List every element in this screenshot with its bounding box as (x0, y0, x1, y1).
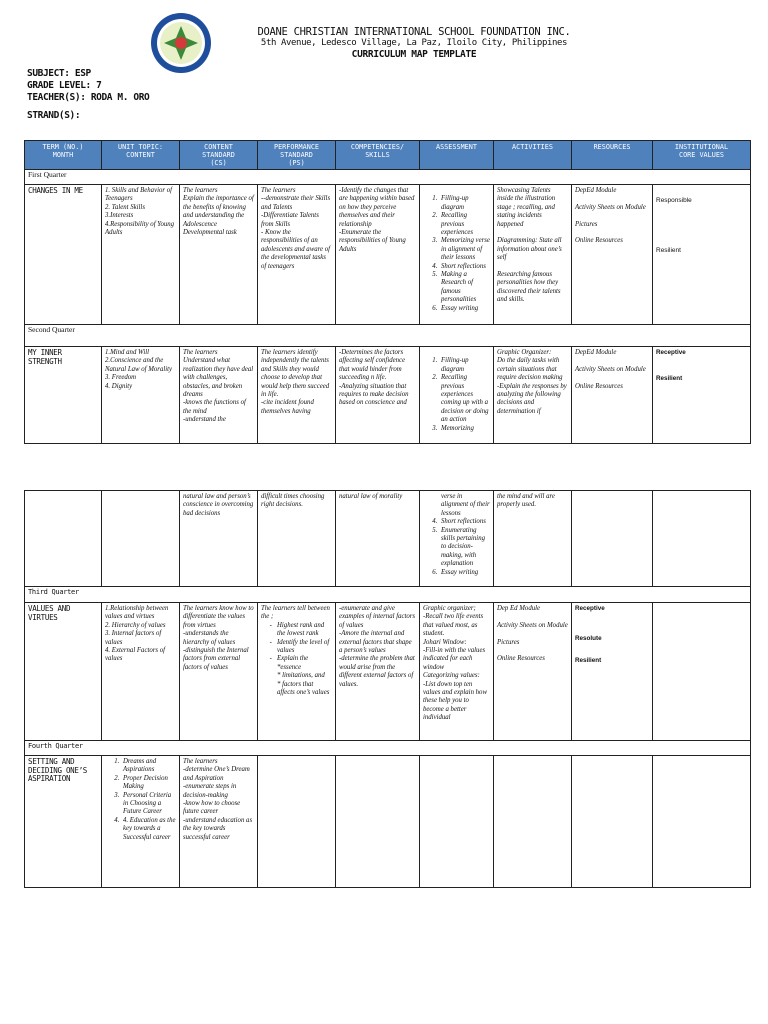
core-values-cell (653, 347, 751, 444)
unit-topic-cell: 1.Relationship between values and virtues 2. Hierarchy of values 3. Internal factors of values 4. External Factors of values (102, 603, 180, 741)
content-standard-cell: The learners Explain the importance of the benefits of knowing and understanding the Adolescence Developmental task (180, 185, 258, 325)
list-item: 4. Short reflections (439, 263, 490, 271)
grade-level-label: GRADE LEVEL: 7 (27, 80, 102, 91)
col-header-assessment: ASSESSMENT (420, 141, 494, 170)
core-values-cell (653, 491, 751, 587)
assessment-cell (420, 347, 494, 444)
unit-topic-cell: 1.Mind and Will 2.Conscience and the Natural Law of Morality 3. Freedom 4. Dignity (102, 347, 180, 444)
performance-standard-cell: difficult times choosing right decisions. (258, 491, 336, 587)
col-header-competencies: COMPETENCIES/ SKILLS (336, 141, 420, 170)
list-item: 3. Personal Criteria in Choosing a Future Career (121, 792, 176, 817)
teacher-label: TEACHER(S): RODA M. ORO (27, 92, 150, 103)
col-header-unit-topic: UNIT TOPIC: CONTENT (102, 141, 180, 170)
list-item: - Explain the *essence * limitations, and * factors that affects one’s values (277, 655, 332, 697)
performance-standard-cell: The learners identify independently the talents and Skills they would choose to develop that would help them succeed in life. -cite incident found themselves having (258, 347, 336, 444)
col-header-resources: RESOURCES (572, 141, 653, 170)
core-values-cell (572, 603, 653, 741)
competencies-cell: -Identify the changes that are happening within based on how they perceive themselves and their relationship -Enumerate the responsibilities of Young Adults (336, 185, 420, 325)
strand-label: STRAND(S): (27, 110, 81, 121)
performance-standard-cell (258, 756, 336, 888)
list-item: verse in alignment of their lessons (441, 493, 490, 517)
document-title: CURRICULUM MAP TEMPLATE (351, 49, 477, 60)
col-header-term: TERM (NO.) MONTH (25, 141, 102, 170)
unit-topic-cell (102, 491, 180, 587)
list-item: 3. Memorizing (439, 425, 490, 433)
core-value-item: Receptive (656, 349, 686, 356)
assessment-cell (420, 756, 494, 888)
competencies-cell: natural law of morality (336, 491, 420, 587)
table-row (25, 603, 751, 741)
competencies-cell (336, 756, 420, 888)
core-value-item: Resilient (656, 375, 683, 382)
quarter-label: First Quarter (25, 170, 751, 185)
quarter-row (25, 587, 751, 603)
col-header-performance-standard: PERFORMANCE STANDARD (PS) (258, 141, 336, 170)
resources-cell (572, 491, 653, 587)
table-row (25, 756, 751, 888)
activities-cell: the mind and will are properly used. (494, 491, 572, 587)
assessment-cell (420, 491, 494, 587)
list-item: 6. Essay writing (439, 305, 490, 313)
performance-intro: The learners tell between the ; (261, 605, 330, 621)
list-item: - Highest rank and the lowest rank (277, 622, 332, 639)
school-name: DOANE CHRISTIAN INTERNATIONAL SCHOOL FOUNDATION INC. (257, 26, 571, 38)
resources-cell: DepEd Module Activity Sheets on Module Pictures Online Resources (572, 185, 653, 325)
core-value-item: Receptive (575, 605, 605, 612)
content-standard-cell: The learners know how to differentiate the values from virtues -understands the hierarchy of values -distinguish the Internal factors from external factors of values (180, 603, 258, 741)
school-address: 5th Avenue, Ledesco Village, La Paz, Iloilo City, Philippines (260, 38, 568, 48)
list-item: 5. Enumerating skills pertaining to decision-making, with explanation (439, 527, 490, 569)
table-row (25, 491, 751, 587)
activities-cell: Graphic Organizer: Do the daily tasks with certain situations that require decision making -Explain the responses by analyzing the following decisions and determination if (494, 347, 572, 444)
core-values-cell (653, 185, 751, 325)
core-value-item: Resilient (656, 247, 681, 254)
content-standard-cell: The learners -determine One’s Dream and Aspiration -enumerate steps in decision-making -know how to choose future career -understand education as the key towards successful career (180, 756, 258, 888)
curriculum-map-table-part1 (24, 140, 751, 444)
list-item: 5. Making a Research of famous personalities (439, 271, 490, 305)
list-item: 4. Short reflections (439, 518, 490, 526)
list-item: 1. Dreams and Aspirations (121, 758, 176, 775)
list-item: 4. 4. Education as the key towards a Successful career (121, 817, 176, 842)
curriculum-map-table-part2 (24, 490, 751, 888)
quarter-label: Third Quarter (25, 587, 751, 603)
assessment-cell (420, 185, 494, 325)
assessment-cell: Graphic organizer; -Recall two life events that valued most, as student. Johari Window: -Fill-in with the values indicated for each window Categorizing values: -List down top ten values and explain how these help you to become a better individual (420, 603, 494, 741)
list-item: 2. Proper Decision Making (121, 775, 176, 792)
competencies-cell: -Determines the factors affecting self confidence that would hinder from succeeding n life. -Analyzing situation that requires to make decision based on conscience and (336, 347, 420, 444)
performance-standard-cell: The learners --demonstrate their Skills and Talents -Differentiate Talents from Skills - Know the responsibilities of an adolescents and aware of the developmental tasks of teenagers (258, 185, 336, 325)
list-item: 1. Filling-up diagram (439, 195, 490, 212)
quarter-row (25, 741, 751, 756)
quarter-label: Fourth Quarter (25, 741, 751, 756)
table-row (25, 347, 751, 444)
performance-standard-cell (258, 603, 336, 741)
col-header-core-values: INSTITUTIONAL CORE VALUES (653, 141, 751, 170)
col-header-content-standard: CONTENT STANDARD (CS) (180, 141, 258, 170)
list-item: 2. Recalling previous experiences (439, 212, 490, 237)
list-item: - Identify the level of values (277, 639, 332, 656)
quarter-label: Second Quarter (25, 325, 751, 347)
list-item: 1. Filling-up diagram (439, 357, 490, 374)
resources-cell (572, 756, 653, 888)
list-item: 6. Essay writing (439, 569, 490, 577)
competencies-cell: -enumerate and give examples of internal factors of values -Amore the internal and external factors that shape a person’s values -determine the problem that would arise from the different external factors of values. (336, 603, 420, 741)
extra-cell (653, 603, 751, 741)
unit-topic-cell: 1. Skills and Behavior of Teenagers 2. Talent Skills 3.Interests 4.Responsibility of Young Adults (102, 185, 180, 325)
quarter-row (25, 170, 751, 185)
core-values-cell (653, 756, 751, 888)
term-cell (25, 491, 102, 587)
unit-topic-cell (102, 756, 180, 888)
quarter-row (25, 325, 751, 347)
content-standard-cell: natural law and person’s conscience in overcoming bad decisions (180, 491, 258, 587)
core-value-item: Resilient (575, 657, 602, 664)
activities-cell: Dep Ed Module Activity Sheets on Module Pictures Online Resources (494, 603, 572, 741)
col-header-activities: ACTIVITIES (494, 141, 572, 170)
table-row (25, 185, 751, 325)
header-row (25, 141, 751, 170)
list-item: 3. Memorizing verse in alignment of their lessons (439, 237, 490, 262)
activities-cell: Showcasing Talents inside the illustration stage ; recalling, and stating incidents happened Diagramming: State all information about one’s self Researching famous personalities how they discovered their talents and skills. (494, 185, 572, 325)
core-value-item: Resolute (575, 635, 602, 642)
subject-label: SUBJECT: ESP (27, 68, 91, 79)
term-cell: SETTING AND DECIDING ONE’S ASPIRATION (25, 756, 102, 888)
term-cell: MY INNER STRENGTH (25, 347, 102, 444)
core-value-item: Responsible (656, 197, 692, 204)
term-cell: CHANGES IN ME (25, 185, 102, 325)
activities-cell (494, 756, 572, 888)
term-cell: VALUES AND VIRTUES (25, 603, 102, 741)
list-item: 2. Recalling previous experiences coming up with a decision or doing an action (439, 374, 490, 424)
resources-cell: DepEd Module Activity Sheets on Module Online Resources (572, 347, 653, 444)
content-standard-cell: The learners Understand what realization they have deal with challenges, obstacles, and broken dreams -knows the functions of the mind -understand the (180, 347, 258, 444)
